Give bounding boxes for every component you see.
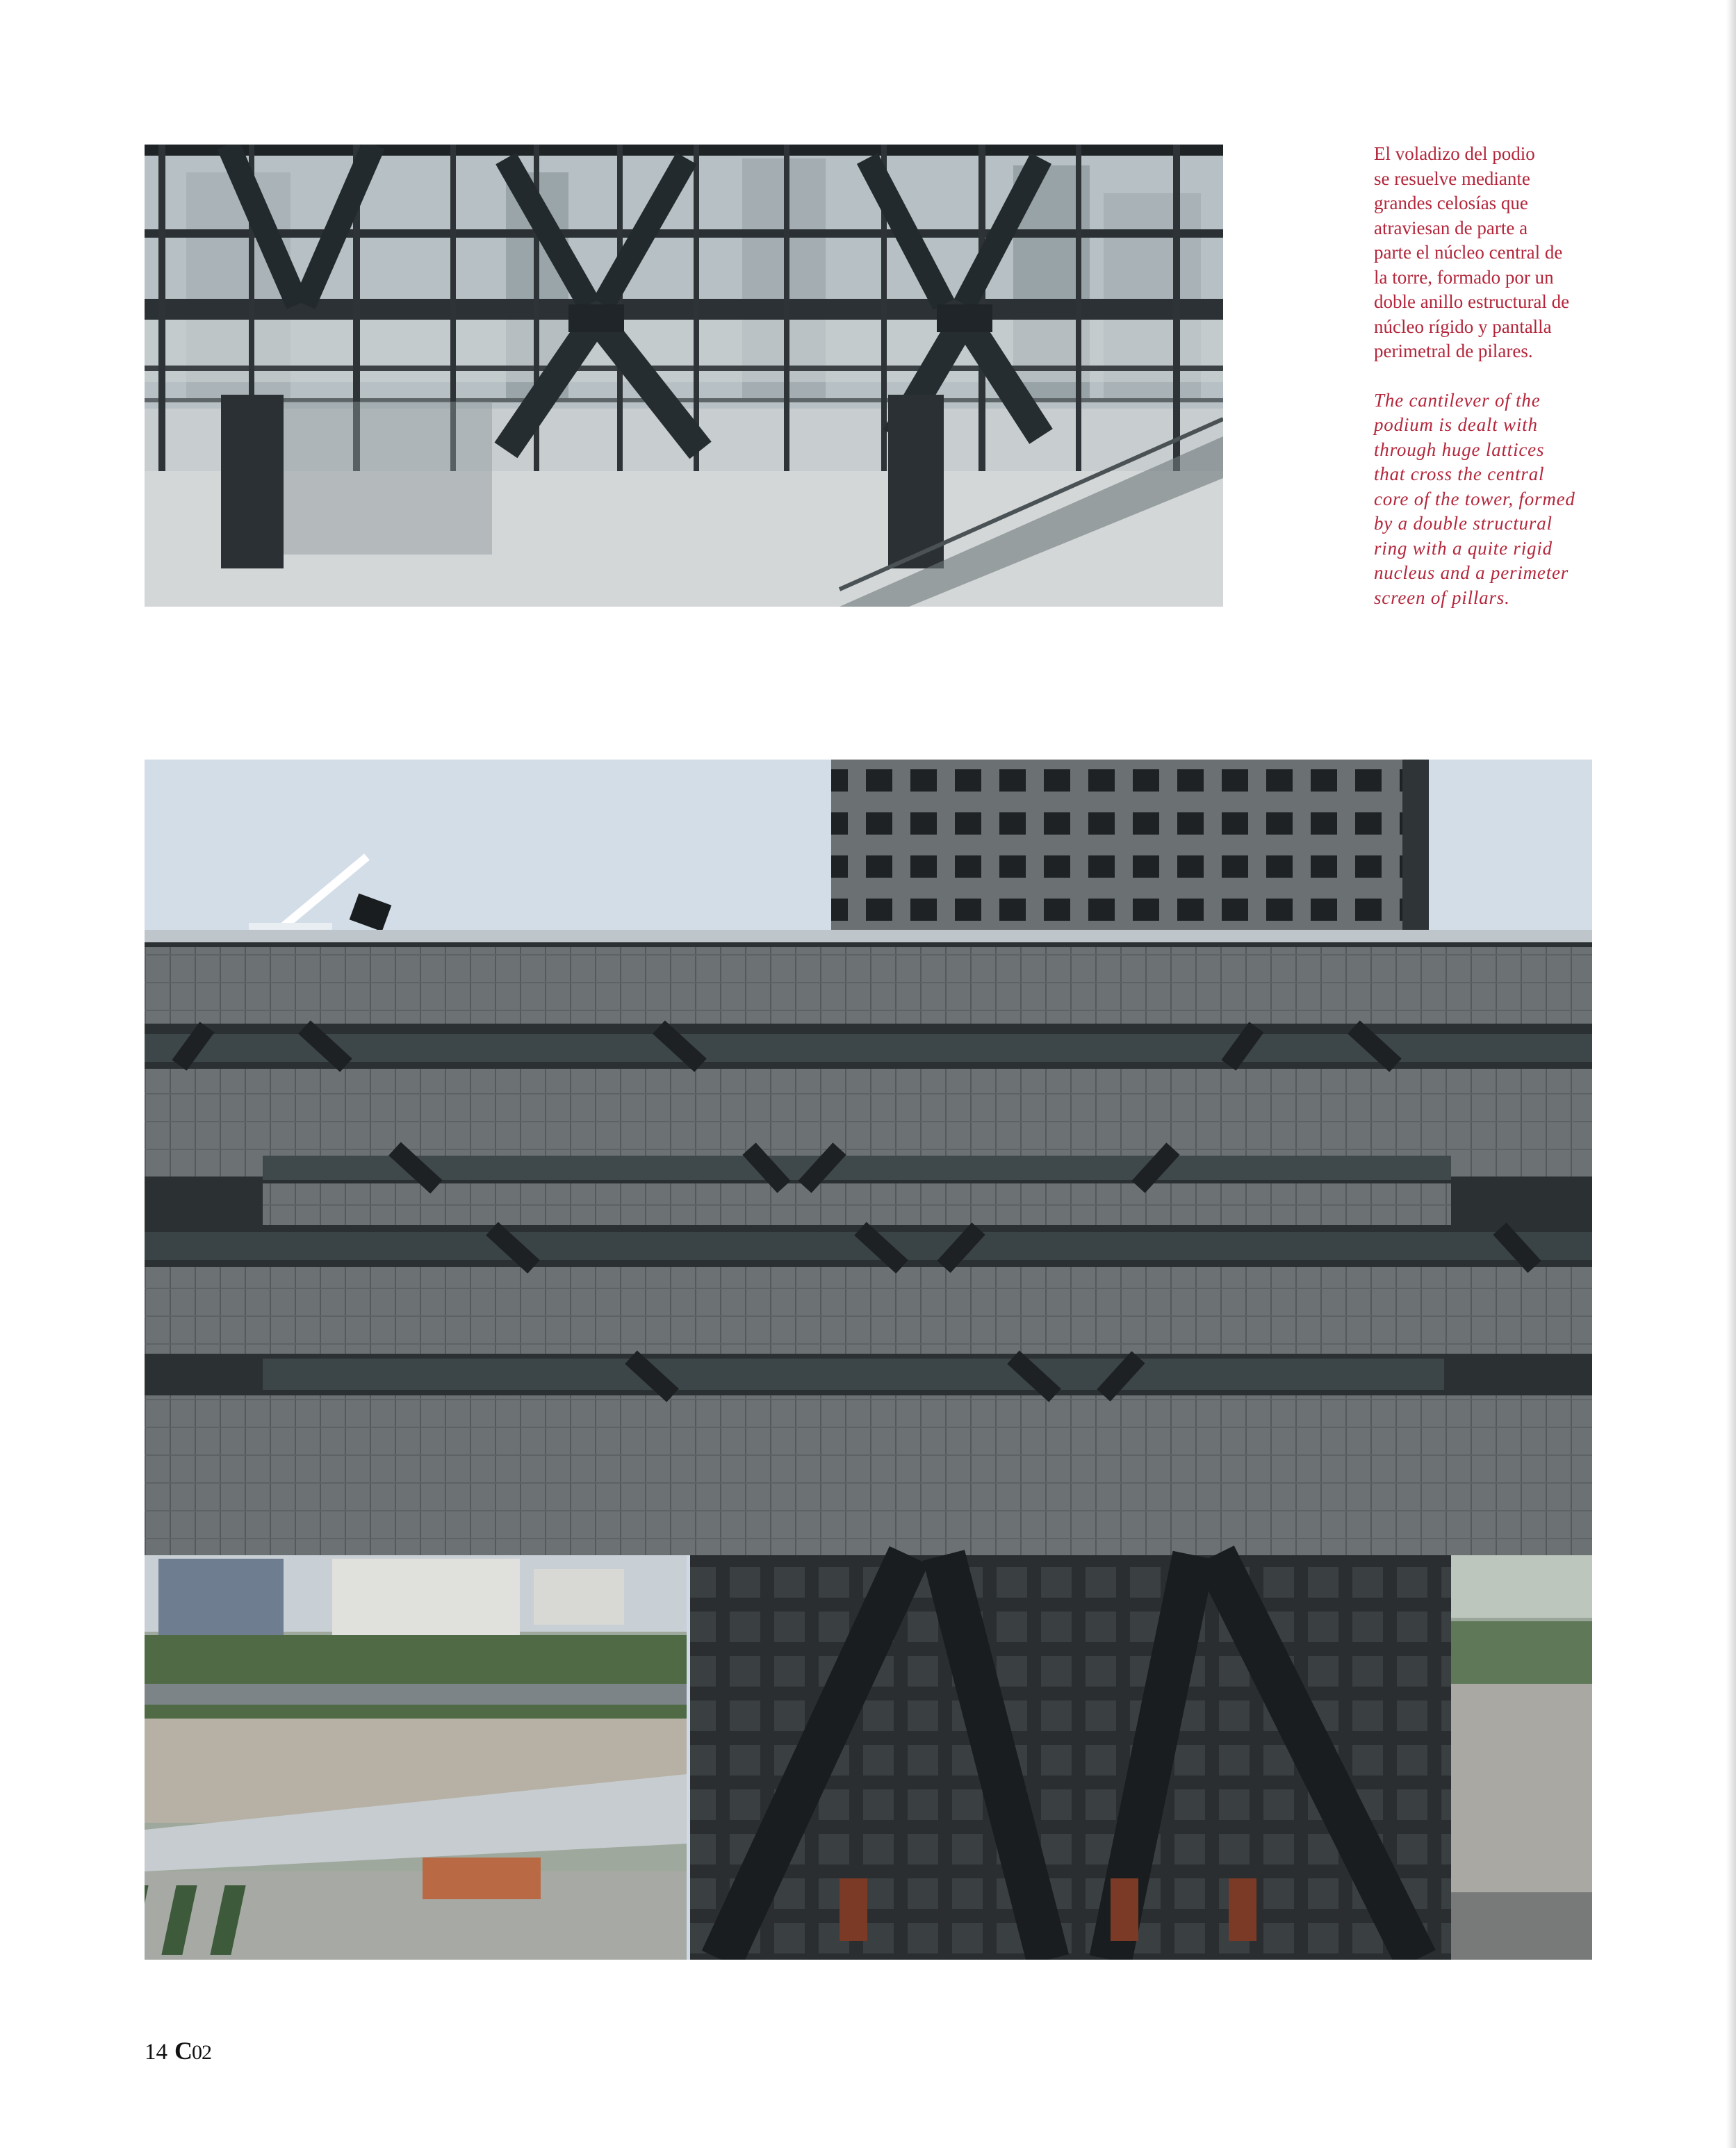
photo-tower-exterior [145, 760, 1592, 1960]
page-folio [145, 2036, 211, 2065]
photo-podium-interior [145, 145, 1223, 607]
magazine-logo: C02 [174, 2037, 211, 2065]
caption-spanish: El voladizo del podio se resuelve mediante grandes celosías que atraviesan de parte a parte el núcleo central de la torre, formado por un doble anillo estructural de núcleo rígido y pantalla perimetral de pilares. [1374, 143, 1570, 361]
photo-caption [1374, 142, 1610, 610]
page-number: 14 [145, 2040, 167, 2065]
page-edge-shadow [1726, 0, 1736, 2148]
caption-english: The cantilever of the podium is dealt with through huge lattices that cross the central core of the tower, formed by a double structural ring with a quite rigid nucleus and a perimeter screen of pillars. [1374, 389, 1575, 608]
